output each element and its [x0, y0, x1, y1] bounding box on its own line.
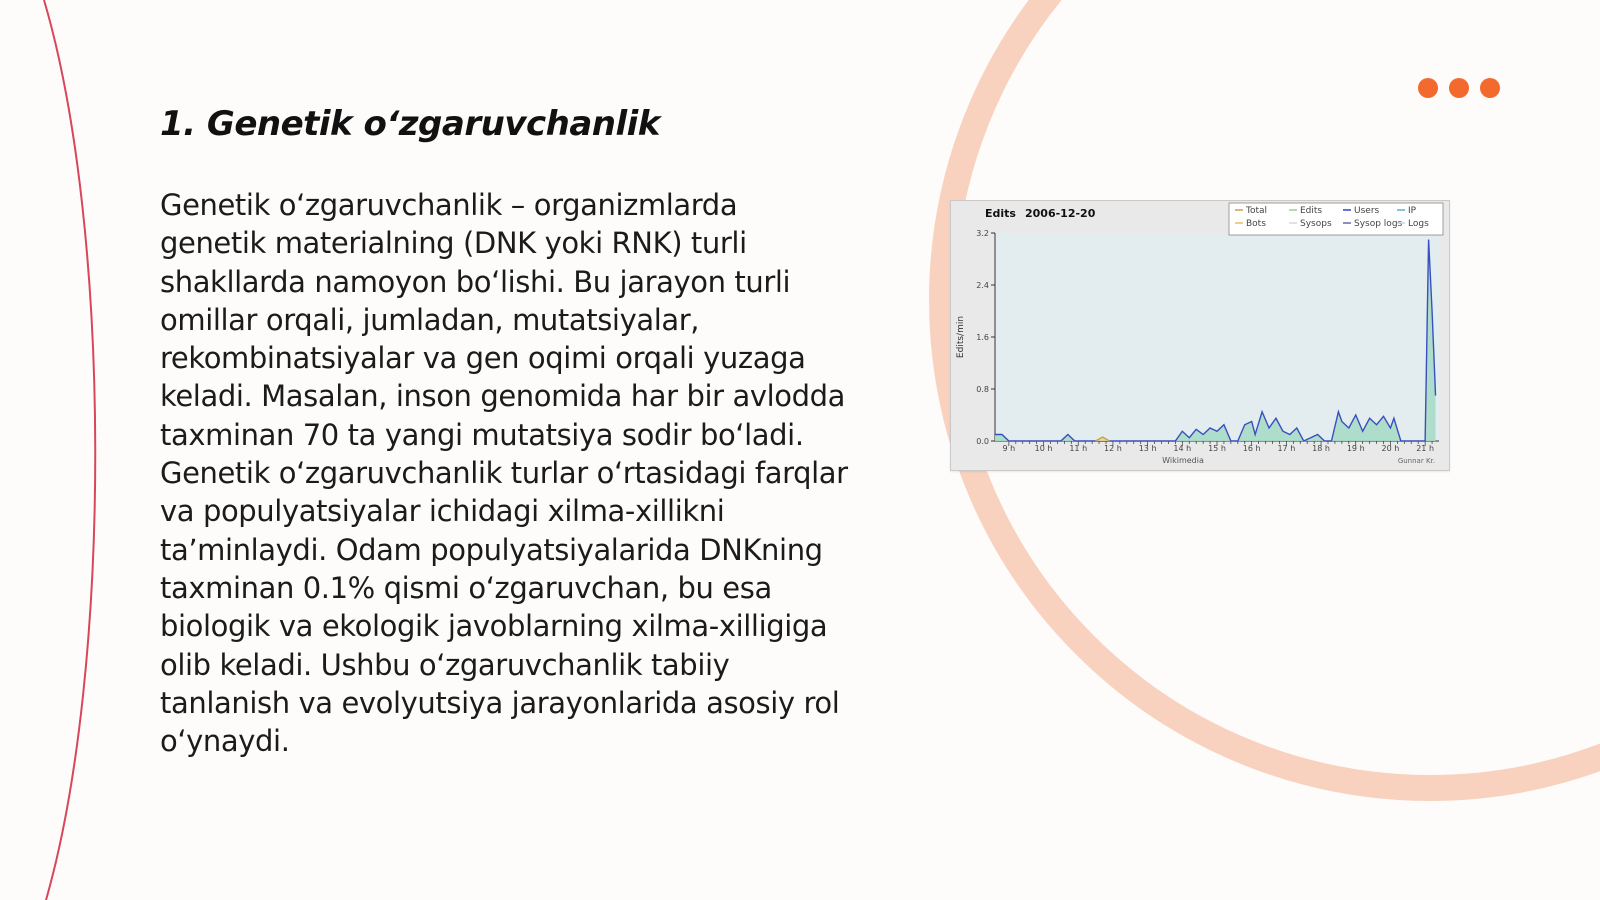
y-axis-label: Edits/min	[956, 315, 966, 359]
legend-label: Logs	[1408, 219, 1429, 229]
x-tick-label: 9 h	[1002, 444, 1016, 453]
decorative-curve-line	[44, 0, 95, 900]
chart-date: 2006-12-20	[1025, 207, 1096, 220]
x-axis-label: Wikimedia	[1162, 456, 1204, 465]
legend-label: Bots	[1246, 219, 1266, 229]
y-tick-label: 2.4	[976, 281, 989, 290]
three-dots-icon[interactable]	[1418, 78, 1500, 98]
legend-label: Sysops	[1300, 219, 1332, 229]
dot	[1418, 78, 1438, 98]
x-tick-label: 21 h	[1416, 444, 1435, 453]
slide-body-text: Genetik o‘zgaruvchanlik – organizmlarda genetik materialning (DNK yoki RNK) turli shakllarda namoyon bo‘lishi. Bu jarayon turli omillar orqali, jumladan, mutatsiyalar, rekombinatsiyalar va gen oqimi orqali yuzaga keladi. Masalan, inson genomida har bir avlodda taxminan 70 ta yangi mutatsiya sodir bo‘ladi. Genetik o‘zgaruvchanlik turlar o‘rtasidagi farqlar va populyatsiyalar ichidagi xilma-xillikni ta’minlaydi. Odam populyatsiyalarida DNKning taxminan 0.1% qismi o‘zgaruvchan, bu esa biologik va ekologik javoblarning xilma-xilligiga olib keladi. Ushbu o‘zgaruvchanlik tabiiy tanlanish va evolyutsiya jarayonlarida asosiy rol o‘ynaydi.	[160, 188, 848, 759]
y-tick-label: 3.2	[976, 229, 989, 238]
dot	[1480, 78, 1500, 98]
y-tick-label: 0.8	[976, 385, 989, 394]
legend-label: Sysop logs	[1354, 219, 1403, 229]
edits-chart	[950, 200, 1450, 471]
x-tick-label: 18 h	[1312, 444, 1330, 453]
plot-area	[995, 233, 1439, 441]
slide-heading: 1. Genetik o‘zgaruvchanlik	[160, 104, 660, 144]
x-tick-label: 13 h	[1138, 444, 1157, 453]
x-tick-label: 12 h	[1104, 444, 1122, 453]
x-tick-label: 14 h	[1173, 444, 1192, 453]
chart-canvas	[951, 201, 1449, 470]
x-tick-label: 20 h	[1381, 444, 1400, 453]
y-tick-label: 0.0	[976, 437, 989, 446]
y-tick-label: 1.6	[976, 333, 989, 342]
legend-label: IP	[1408, 206, 1417, 216]
x-tick-label: 10 h	[1034, 444, 1053, 453]
x-tick-label: 19 h	[1346, 444, 1365, 453]
legend-label: Users	[1354, 206, 1380, 216]
chart-title: Edits	[985, 207, 1016, 220]
chart-credit: Gunnar Kr.	[1397, 457, 1435, 465]
x-tick-label: 16 h	[1242, 444, 1261, 453]
x-tick-label: 15 h	[1208, 444, 1226, 453]
dot	[1449, 78, 1469, 98]
legend-label: Edits	[1300, 206, 1323, 216]
x-tick-label: 17 h	[1277, 444, 1296, 453]
legend-label: Total	[1246, 206, 1268, 216]
x-tick-label: 11 h	[1069, 444, 1088, 453]
